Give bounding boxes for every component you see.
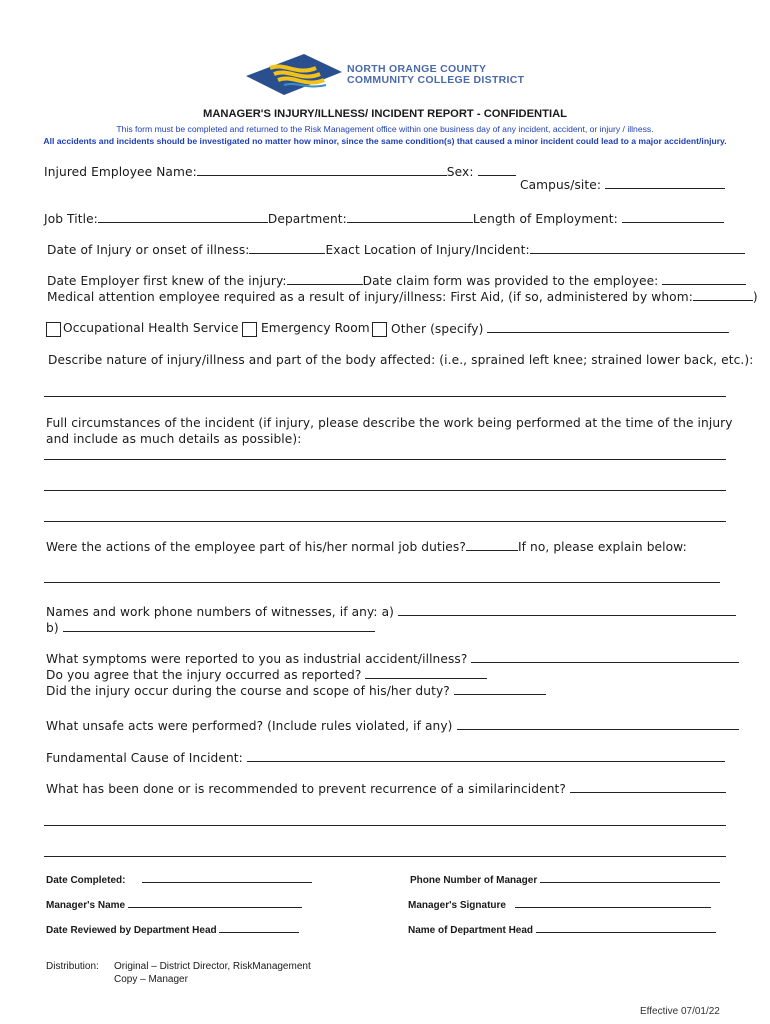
date-injury-input[interactable]: [249, 242, 325, 254]
if-no-label: If no, please explain below:: [517, 540, 687, 554]
fundamental-cause-row: [46, 750, 725, 765]
prevent-row: [46, 781, 726, 796]
length-employment-input[interactable]: [622, 211, 724, 223]
date-injury-label: Date of Injury or onset of illness:: [47, 243, 250, 257]
full-circumstances-label-2: and include as much details as possible):: [46, 432, 302, 446]
symptoms-input[interactable]: [471, 651, 739, 663]
form-warning: All accidents and incidents should be investigated no matter how minor, since the same condition(s) that caused a minor incident could lead to a major accident/injury.: [43, 136, 727, 146]
date-reviewed-input[interactable]: [219, 923, 299, 933]
course-scope-label: Did the injury occur during the course and scope of his/her duty?: [46, 684, 450, 698]
witness-a-row: [46, 604, 736, 619]
phone-manager-input[interactable]: [540, 873, 720, 883]
employee-name-field: [44, 164, 516, 179]
employer-knew-row: [47, 273, 746, 288]
witness-a-input[interactable]: [398, 604, 736, 616]
emergency-room-label: Emergency Room: [261, 321, 370, 335]
exact-location-input[interactable]: [530, 242, 745, 254]
dept-head-row: [408, 923, 716, 936]
prevent-line-2[interactable]: [44, 856, 726, 857]
unsafe-acts-input[interactable]: [457, 718, 739, 730]
sex-input[interactable]: [478, 164, 516, 176]
emergency-room-checkbox[interactable]: [242, 322, 257, 337]
other-specify-input[interactable]: [487, 321, 729, 333]
circumstances-line-1[interactable]: [44, 459, 726, 460]
date-injury-row: [47, 242, 745, 257]
prevent-input[interactable]: [570, 781, 726, 793]
course-scope-row: [46, 683, 546, 698]
date-completed-input[interactable]: [142, 873, 312, 883]
logo-line-2: COMMUNITY COLLEGE DISTRICT: [347, 74, 525, 86]
medical-attention-label: Medical attention employee required as a result of injury/illness: First Aid, (if so, administered by whom:: [47, 290, 693, 304]
manager-name-input[interactable]: [128, 898, 302, 908]
witnesses-label: Names and work phone numbers of witnesses, if any: a): [46, 605, 394, 619]
other-checkbox[interactable]: [372, 322, 387, 337]
prevent-line-1[interactable]: [44, 825, 726, 826]
witness-b-label: b): [46, 621, 59, 635]
date-reviewed-row: [46, 923, 299, 936]
campus-input[interactable]: [605, 177, 725, 189]
distribution-line-1: Original – District Director, RiskManagement: [114, 961, 311, 972]
form-title: MANAGER'S INJURY/ILLNESS/ INCIDENT REPORT - CONFIDENTIAL: [203, 108, 567, 120]
sex-label: Sex:: [446, 165, 474, 179]
job-title-label: Job Title:: [44, 212, 98, 226]
logo-line-1: NORTH ORANGE COUNTY: [347, 63, 487, 75]
effective-date: Effective 07/01/22: [640, 1006, 720, 1017]
employee-name-input[interactable]: [197, 164, 447, 176]
employer-knew-label: Date Employer first knew of the injury:: [47, 274, 287, 288]
distribution-line-2: Copy – Manager: [114, 974, 188, 985]
manager-name-label: Manager's Name: [46, 900, 126, 911]
describe-nature-line[interactable]: [44, 396, 726, 397]
department-input[interactable]: [347, 211, 473, 223]
circumstances-line-3[interactable]: [44, 521, 726, 522]
campus-label: Campus/site:: [520, 178, 602, 192]
course-scope-input[interactable]: [454, 683, 546, 695]
length-employment-label: Length of Employment:: [472, 212, 618, 226]
agree-row: [46, 667, 487, 682]
full-circumstances-label-1: Full circumstances of the incident (if injury, please describe the work being performed at the time of the injury: [46, 416, 733, 430]
normal-duties-input[interactable]: [466, 539, 518, 551]
claim-provided-input[interactable]: [662, 273, 746, 285]
date-completed-label: Date Completed:: [46, 875, 126, 886]
phone-manager-row: [410, 873, 720, 886]
date-reviewed-label: Date Reviewed by Department Head: [46, 925, 217, 936]
explain-line[interactable]: [44, 582, 720, 583]
other-label: Other (specify): [391, 322, 484, 336]
witness-b-input[interactable]: [63, 620, 375, 632]
date-completed-row: [46, 873, 312, 886]
administered-by-input[interactable]: [693, 289, 753, 301]
prevent-label: What has been done or is recommended to prevent recurrence of a similarincident?: [46, 782, 566, 796]
department-label: Department:: [267, 212, 347, 226]
dept-head-input[interactable]: [536, 923, 716, 933]
logo-emblem-icon: [244, 52, 344, 96]
dept-head-label: Name of Department Head: [408, 925, 534, 936]
agree-label: Do you agree that the injury occurred as reported?: [46, 668, 362, 682]
district-logo: [244, 52, 574, 96]
campus-field: [520, 177, 725, 192]
occupational-health-label: Occupational Health Service: [63, 321, 239, 335]
describe-nature-label: Describe nature of injury/illness and part of the body affected: (i.e., sprained left knee; strained lower back, etc.):: [48, 353, 754, 367]
exact-location-label: Exact Location of Injury/Incident:: [325, 243, 530, 257]
medical-attention-row: [47, 289, 758, 304]
symptoms-label: What symptoms were reported to you as industrial accident/illness?: [46, 652, 468, 666]
normal-duties-row: [46, 539, 687, 554]
unsafe-acts-row: [46, 718, 739, 733]
agree-input[interactable]: [365, 667, 487, 679]
employer-knew-input[interactable]: [287, 273, 363, 285]
claim-provided-label: Date claim form was provided to the employee:: [362, 274, 659, 288]
job-row: [44, 211, 724, 226]
medical-close-paren: ): [752, 290, 758, 304]
manager-signature-input[interactable]: [515, 898, 711, 908]
normal-duties-label: Were the actions of the employee part of his/her normal job duties?: [46, 540, 466, 554]
job-title-input[interactable]: [98, 211, 268, 223]
occupational-health-checkbox[interactable]: [46, 322, 61, 337]
witness-b-row: [46, 620, 375, 635]
fundamental-cause-input[interactable]: [247, 750, 725, 762]
manager-signature-label: Manager's Signature: [408, 900, 506, 911]
manager-signature-row: [408, 898, 711, 911]
distribution-label: Distribution:: [46, 961, 99, 972]
circumstances-line-2[interactable]: [44, 490, 726, 491]
symptoms-row: [46, 651, 739, 666]
manager-name-row: [46, 898, 302, 911]
form-instruction: This form must be completed and returned to the Risk Management office within one business day of any incident, accident, or injury / illness.: [116, 124, 654, 134]
other-field: [391, 321, 729, 336]
fundamental-cause-label: Fundamental Cause of Incident:: [46, 751, 243, 765]
unsafe-acts-label: What unsafe acts were performed? (Include rules violated, if any): [46, 719, 453, 733]
employee-name-label: Injured Employee Name:: [44, 165, 197, 179]
phone-manager-label: Phone Number of Manager: [410, 875, 538, 886]
